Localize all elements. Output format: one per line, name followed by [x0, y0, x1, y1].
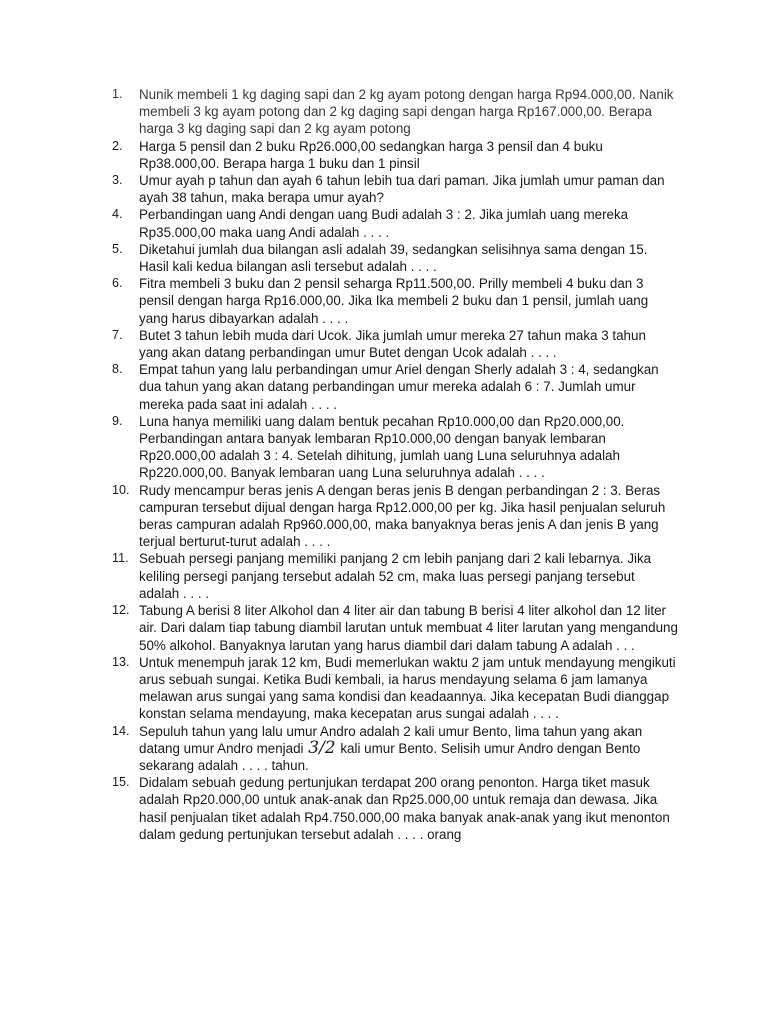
question-number: 15.	[112, 775, 130, 790]
question-number: 1.	[112, 87, 123, 101]
question-number: 7.	[112, 327, 123, 342]
question-item	[112, 241, 678, 275]
question-number: 8.	[112, 362, 123, 377]
question-text: Fitra membeli 3 buku dan 2 pensil seharga Rp11.500,00. Prilly membeli 4 buku dan 3 pensil dengan harga Rp16.000,00. Jika Ika membeli 2 buku dan 1 pensil, jumlah uang yang harus dibayarkan adalah . . . .	[139, 276, 649, 326]
question-text: Tabung A berisi 8 liter Alkohol dan 4 liter air dan tabung B berisi 4 liter alkohol dan 12 liter air. Dari dalam tiap tabung diambil larutan untuk membuat 4 liter larutan yang mengandung 50% alkohol. Banyaknya larutan yang harus diambil dari dalam tabung A adalah . . .	[139, 603, 678, 653]
question-item	[112, 275, 678, 327]
question-item	[112, 206, 678, 240]
question-text-before: Sepuluh tahun yang lalu umur Andro adalah 2 kali umur Bento, lima tahun yang akan datang umur Andro menjadi	[139, 723, 643, 756]
question-item	[112, 774, 678, 843]
question-text: Harga 5 pensil dan 2 buku Rp26.000,00 sedangkan harga 3 pensil dan 4 buku Rp38.000,00. Berapa harga 1 buku dan 1 pinsil	[139, 138, 603, 171]
question-text: Perbandingan uang Andi dengan uang Budi adalah 3 : 2. Jika jumlah uang mereka Rp35.000,00 maka uang Andi adalah . . . .	[139, 207, 629, 240]
question-item	[112, 550, 678, 602]
question-item	[112, 138, 678, 172]
question-item	[112, 723, 678, 775]
question-item	[112, 654, 678, 723]
fraction: 3/2	[308, 737, 336, 758]
question-number: 10.	[112, 482, 130, 497]
question-text: Rudy mencampur beras jenis A dengan beras jenis B dengan perbandingan 2 : 3. Beras campuran tersebut dijual dengan harga Rp12.000,00 per kg. Jika hasil penjualan seluruh beras campuran adalah Rp960.000,00, maka banyaknya beras jenis A dan jenis B yang terjual berturut-turut adalah . . . .	[139, 482, 666, 550]
question-number: 14.	[112, 723, 130, 738]
question-number: 13.	[112, 654, 130, 669]
question-number: 5.	[112, 241, 123, 256]
question-item	[112, 361, 678, 413]
question-text: Empat tahun yang lalu perbandingan umur Ariel dengan Sherly adalah 3 : 4, sedangkan dua tahun yang akan datang perbandingan umur mereka adalah 6 : 7. Jumlah umur mereka pada saat ini adalah . . . .	[139, 362, 659, 412]
question-text: Butet 3 tahun lebih muda dari Ucok. Jika jumlah umur mereka 27 tahun maka 3 tahun yang akan datang perbandingan umur Butet dengan Ucok adalah . . . .	[139, 327, 646, 361]
question-list	[112, 86, 678, 843]
question-item	[112, 172, 678, 206]
question-item	[112, 602, 678, 654]
question-number: 4.	[112, 207, 123, 222]
question-text: Luna hanya memiliki uang dalam bentuk pecahan Rp10.000,00 dan Rp20.000,00. Perbandingan antara banyak lembaran Rp10.000,00 dengan banyak lembaran Rp20.000,00 adalah 3 : 4. Setelah dihitung, jumlah uang Luna seluruhnya adalah Rp220.000,00. Banyak lembaran uang Luna seluruhnya adalah . . . .	[139, 413, 625, 481]
question-number: 11.	[112, 551, 129, 566]
question-text: Didalam sebuah gedung pertunjukan terdapat 200 orang penonton. Harga tiket masuk adalah Rp20.000,00 untuk anak-anak dan Rp25.000,00 untuk remaja dan dewasa. Jika hasil penjualan tiket adalah Rp4.750.000,00 maka banyak anak-anak yang ikut menonton dalam gedung pertunjukan tersebut adalah . . . . orang	[139, 775, 670, 842]
question-number: 9.	[112, 413, 123, 428]
question-number: 6.	[112, 276, 123, 291]
question-item	[112, 327, 678, 361]
question-text: Diketahui jumlah dua bilangan asli adalah 39, sedangkan selisihnya sama dengan 15. Hasil kali kedua bilangan asli tersebut adalah . . . .	[139, 241, 648, 275]
question-text-after: kali umur Bento. Selisih umur Andro dengan Bento sekarang adalah . . . . tahun.	[139, 740, 641, 773]
question-text: Sebuah persegi panjang memiliki panjang 2 cm lebih panjang dari 2 kali lebarnya. Jika keliling persegi panjang tersebut adalah 52 cm, maka luas persegi panjang tersebut adalah . . . .	[139, 551, 652, 601]
question-text: Nunik membeli 1 kg daging sapi dan 2 kg ayam potong dengan harga Rp94.000,00. Nanik membeli 3 kg ayam potong dan 2 kg daging sapi dengan harga Rp167.000,00. Berapa harga 3 kg daging sapi dan 2 kg ayam potong	[139, 87, 674, 137]
question-number: 3.	[112, 173, 123, 188]
question-item	[112, 482, 678, 551]
question-text: Umur ayah p tahun dan ayah 6 tahun lebih tua dari paman. Jika jumlah umur paman dan ayah 38 tahun, maka berapa umur ayah?	[139, 173, 665, 206]
question-text: Untuk menempuh jarak 12 km, Budi memerlukan waktu 2 jam untuk mendayung mengikuti arus sebuah sungai. Ketika Budi kembali, ia harus mendayung selama 6 jam lamanya melawan arus sungai yang sama kondisi dan keadaannya. Jika kecepatan Budi dianggap konstan selama mendayung, maka kecepatan arus sungai adalah . . . .	[139, 654, 676, 722]
question-number: 2.	[112, 138, 123, 153]
question-item	[112, 413, 678, 482]
question-number: 12.	[112, 603, 130, 618]
question-item	[112, 86, 678, 138]
